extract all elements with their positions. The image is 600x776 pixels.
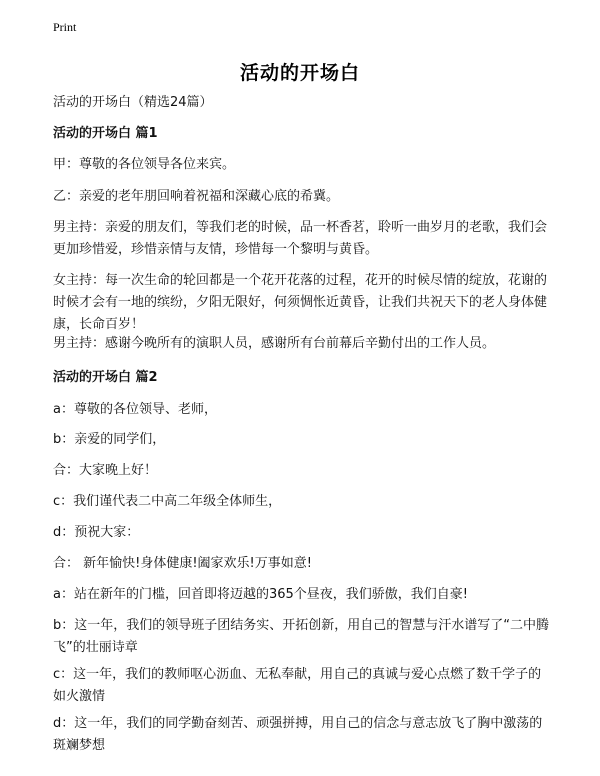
print-link[interactable]: Print: [53, 20, 77, 34]
document-subtitle: 活动的开场白（精选24篇）: [53, 95, 213, 110]
paragraph: 合： 新年愉快!身体健康!阖家欢乐!万事如意!: [53, 556, 312, 571]
paragraph: 乙：亲爱的老年朋回响着祝福和深藏心底的希冀。: [53, 189, 340, 204]
document-title: 活动的开场白: [239, 62, 360, 84]
paragraph: c：我们谨代表二中高二年级全体师生，: [53, 494, 282, 509]
paragraph: b：亲爱的同学们，: [53, 432, 166, 447]
paragraph: c：这一年，我们的教师呕心沥血、无私奉献，用自己的真诚与爱心点燃了数千学子的如火激情: [53, 667, 542, 704]
paragraph: a：尊敬的各位领导、老师，: [53, 402, 217, 417]
paragraph: 女主持：每一次生命的轮回都是一个花开花落的过程，花开的时候尽情的绽放，花谢的时候才会有一地的缤纷，夕阳无限好，何须惆怅近黄昏，让我们共祝天下的老人身体健康，长命百岁！: [53, 273, 548, 332]
section-heading: 活动的开场白 篇2: [53, 370, 158, 385]
paragraph: b：这一年，我们的领导班子团结务实、开拓创新，用自己的智慧与汗水谱写了“二中腾飞”的壮丽诗章: [53, 618, 549, 655]
paragraph: d：预祝大家：: [53, 525, 140, 540]
paragraph: 男主持：感谢今晚所有的演职人员，感谢所有台前幕后辛勤付出的工作人员。: [53, 336, 496, 351]
paragraph: 男主持：亲爱的朋友们，等我们老的时候，品一杯香茗，聆听一曲岁月的老歌，我们会更加珍惜爱，珍惜亲情与友情，珍惜每一个黎明与黄昏。: [53, 220, 548, 257]
paragraph: 甲：尊敬的各位领导各位来宾。: [53, 157, 236, 172]
paragraph: a：站在新年的门槛，回首即将迈越的365个昼夜，我们骄傲，我们自豪!: [53, 587, 468, 602]
section-heading: 活动的开场白 篇1: [53, 126, 158, 141]
paragraph: d：这一年，我们的同学勤奋刻苦、顽强拼搏，用自己的信念与意志放飞了胸中激荡的斑斓梦想: [53, 716, 543, 753]
paragraph: 合：大家晚上好！: [53, 463, 158, 478]
